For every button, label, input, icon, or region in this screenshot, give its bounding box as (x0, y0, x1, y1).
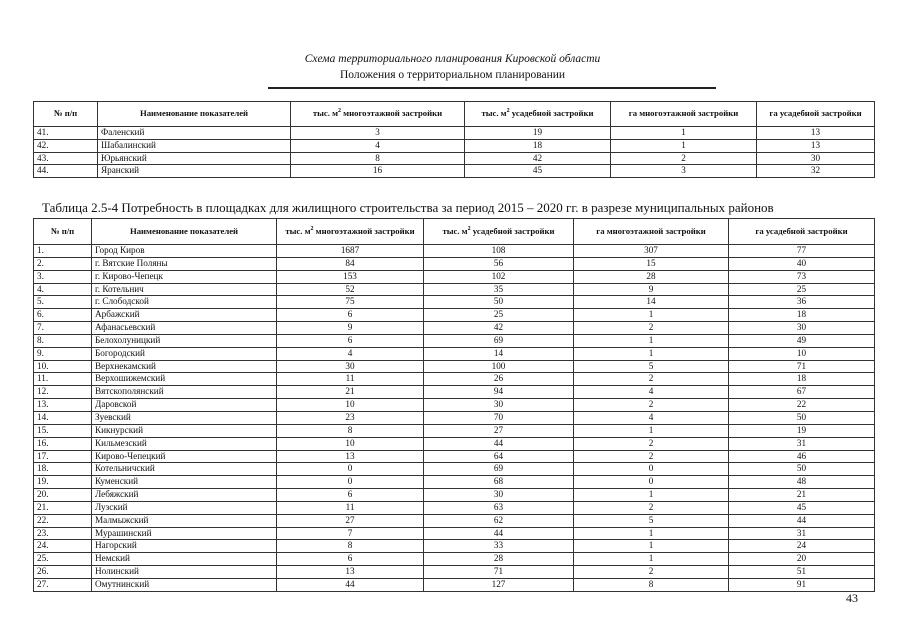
cell-multi-ha: 1 (574, 424, 729, 437)
housing-demand-table (33, 218, 875, 592)
cell-house-thousand: 45 (465, 165, 611, 178)
cell-multi-ha: 5 (574, 514, 729, 527)
cell-name: Омутнинский (92, 578, 277, 591)
cell-multi-thousand: 4 (277, 347, 424, 360)
cell-house-thousand: 68 (424, 476, 574, 489)
cell-num: 18. (34, 463, 92, 476)
table-row (34, 309, 875, 322)
cell-house-thousand: 44 (424, 437, 574, 450)
table-row (34, 578, 875, 591)
cell-house-thousand: 26 (424, 373, 574, 386)
cell-num: 4. (34, 283, 92, 296)
cell-house-ha: 40 (729, 257, 875, 270)
cell-num: 41. (34, 127, 98, 140)
cell-multi-thousand: 84 (277, 257, 424, 270)
table-row (34, 566, 875, 579)
cell-house-thousand: 71 (424, 566, 574, 579)
cell-name: Кирово-Чепецкий (92, 450, 277, 463)
cell-name: Мурашинский (92, 527, 277, 540)
cell-multi-thousand: 0 (277, 463, 424, 476)
cell-multi-thousand: 27 (277, 514, 424, 527)
cell-num: 44. (34, 165, 98, 178)
cell-house-ha: 44 (729, 514, 875, 527)
cell-num: 8. (34, 334, 92, 347)
table-caption: Таблица 2.5-4 Потребность в площадках для жилищного строительства за период 2015 – 2020 гг. в разрезе муниципальных районов (42, 200, 774, 215)
cell-multi-thousand: 13 (277, 450, 424, 463)
cell-name: Кикнурский (92, 424, 277, 437)
document-subtitle: Положения о территориальном планировании (339, 69, 566, 81)
cell-house-thousand: 33 (424, 540, 574, 553)
cell-house-ha: 13 (757, 127, 875, 140)
cell-multi-thousand: 44 (277, 578, 424, 591)
cell-multi-thousand: 10 (277, 437, 424, 450)
table-row (34, 270, 875, 283)
cell-name: г. Слободской (92, 296, 277, 309)
cell-num: 43. (34, 152, 98, 165)
cell-multi-thousand: 6 (277, 553, 424, 566)
cell-multi-ha: 1 (574, 334, 729, 347)
table-row (34, 245, 875, 258)
cell-house-ha: 36 (729, 296, 875, 309)
cell-house-thousand: 30 (424, 489, 574, 502)
col-header-num: № п/п (34, 102, 98, 127)
table-row (34, 257, 875, 270)
table-body (34, 127, 875, 178)
cell-house-thousand: 69 (424, 334, 574, 347)
cell-multi-ha: 307 (574, 245, 729, 258)
cell-name: Афанасьевский (92, 322, 277, 335)
col-header-house-thousand: тыс. $м^2$ усадебной застройки (465, 102, 611, 127)
cell-multi-thousand: 1687 (277, 245, 424, 258)
cell-house-thousand: 19 (465, 127, 611, 140)
table-row (34, 373, 875, 386)
cell-house-ha: 20 (729, 553, 875, 566)
cell-house-thousand: 62 (424, 514, 574, 527)
cell-house-ha: 50 (729, 463, 875, 476)
cell-multi-thousand: 7 (277, 527, 424, 540)
cell-name: Фаленский (98, 127, 291, 140)
cell-num: 26. (34, 566, 92, 579)
cell-num: 16. (34, 437, 92, 450)
table-row (34, 411, 875, 424)
cell-multi-ha: 9 (574, 283, 729, 296)
cell-house-ha: 71 (729, 360, 875, 373)
cell-house-thousand: 50 (424, 296, 574, 309)
cell-num: 42. (34, 139, 98, 152)
cell-multi-ha: 15 (574, 257, 729, 270)
cell-num: 10. (34, 360, 92, 373)
cell-house-ha: 46 (729, 450, 875, 463)
document-title: Схема территориального планирования Кировской области (304, 53, 601, 65)
table-row (34, 527, 875, 540)
cell-multi-ha: 0 (574, 463, 729, 476)
cell-house-ha: 13 (757, 139, 875, 152)
cell-multi-thousand: 23 (277, 411, 424, 424)
col-header-house-thousand: тыс. $м^2$ усадебной застройки (424, 219, 574, 245)
cell-multi-thousand: 10 (277, 399, 424, 412)
cell-house-thousand: 44 (424, 527, 574, 540)
cell-multi-ha: 1 (574, 527, 729, 540)
cell-num: 7. (34, 322, 92, 335)
table-row (34, 553, 875, 566)
cell-multi-thousand: 6 (277, 309, 424, 322)
cell-multi-ha: 1 (574, 489, 729, 502)
cell-name: Куменский (92, 476, 277, 489)
cell-name: Даровской (92, 399, 277, 412)
cell-multi-ha: 4 (574, 386, 729, 399)
cell-name: Город Киров (92, 245, 277, 258)
col-header-multi-ha: га многоэтажной застройки (574, 219, 729, 245)
table-row (34, 437, 875, 450)
cell-multi-ha: 1 (574, 309, 729, 322)
cell-num: 12. (34, 386, 92, 399)
cell-name: г. Кирово-Чепецк (92, 270, 277, 283)
cell-house-thousand: 42 (424, 322, 574, 335)
cell-name: Нолинский (92, 566, 277, 579)
cell-num: 1. (34, 245, 92, 258)
cell-house-ha: 48 (729, 476, 875, 489)
cell-name: г. Вятские Поляны (92, 257, 277, 270)
cell-multi-thousand: 9 (277, 322, 424, 335)
col-header-house-ha: га усадебной застройки (729, 219, 875, 245)
cell-house-thousand: 70 (424, 411, 574, 424)
table-continued (33, 101, 875, 178)
table-header-row (34, 102, 875, 127)
cell-name: г. Котельнич (92, 283, 277, 296)
cell-multi-ha: 2 (574, 373, 729, 386)
cell-multi-ha: 1 (574, 553, 729, 566)
cell-name: Арбажский (92, 309, 277, 322)
cell-multi-ha: 1 (574, 540, 729, 553)
cell-house-ha: 67 (729, 386, 875, 399)
cell-num: 20. (34, 489, 92, 502)
cell-multi-thousand: 11 (277, 501, 424, 514)
cell-house-ha: 18 (729, 309, 875, 322)
cell-num: 2. (34, 257, 92, 270)
cell-multi-ha: 4 (574, 411, 729, 424)
cell-multi-thousand: 0 (277, 476, 424, 489)
cell-name: Нагорский (92, 540, 277, 553)
cell-name: Верхошижемский (92, 373, 277, 386)
cell-num: 24. (34, 540, 92, 553)
col-header-name: Наименование показателей (92, 219, 277, 245)
table-row (34, 152, 875, 165)
table-row (34, 501, 875, 514)
cell-house-ha: 24 (729, 540, 875, 553)
cell-num: 19. (34, 476, 92, 489)
cell-name: Малмыжский (92, 514, 277, 527)
table-row (34, 514, 875, 527)
col-header-multi-thousand: тыс. $м^2$ многоэтажной застройки (291, 102, 465, 127)
cell-house-thousand: 35 (424, 283, 574, 296)
cell-multi-ha: 28 (574, 270, 729, 283)
cell-num: 21. (34, 501, 92, 514)
cell-multi-thousand: 153 (277, 270, 424, 283)
cell-multi-ha: 3 (611, 165, 757, 178)
table-row (34, 399, 875, 412)
cell-house-thousand: 63 (424, 501, 574, 514)
table-row (34, 322, 875, 335)
cell-multi-thousand: 75 (277, 296, 424, 309)
table-row (34, 463, 875, 476)
table-row (34, 540, 875, 553)
cell-house-thousand: 18 (465, 139, 611, 152)
cell-multi-thousand: 21 (277, 386, 424, 399)
cell-multi-thousand: 52 (277, 283, 424, 296)
cell-house-ha: 91 (729, 578, 875, 591)
cell-house-ha: 45 (729, 501, 875, 514)
table-row (34, 386, 875, 399)
col-header-multi-ha: га многоэтажной застройки (611, 102, 757, 127)
cell-multi-thousand: 4 (291, 139, 465, 152)
cell-house-ha: 73 (729, 270, 875, 283)
cell-num: 11. (34, 373, 92, 386)
table-row (34, 165, 875, 178)
cell-name: Верхнекамский (92, 360, 277, 373)
cell-num: 6. (34, 309, 92, 322)
table-row (34, 127, 875, 140)
cell-house-ha: 31 (729, 527, 875, 540)
table-body (34, 245, 875, 592)
cell-multi-ha: 2 (574, 322, 729, 335)
cell-house-ha: 30 (757, 152, 875, 165)
cell-num: 15. (34, 424, 92, 437)
cell-num: 17. (34, 450, 92, 463)
cell-num: 13. (34, 399, 92, 412)
cell-multi-thousand: 6 (277, 334, 424, 347)
cell-multi-thousand: 30 (277, 360, 424, 373)
cell-num: 9. (34, 347, 92, 360)
col-header-num: № п/п (34, 219, 92, 245)
cell-house-thousand: 69 (424, 463, 574, 476)
cell-house-thousand: 27 (424, 424, 574, 437)
cell-house-thousand: 102 (424, 270, 574, 283)
cell-house-thousand: 56 (424, 257, 574, 270)
cell-name: Яранский (98, 165, 291, 178)
cell-house-ha: 30 (729, 322, 875, 335)
cell-house-ha: 32 (757, 165, 875, 178)
cell-name: Белохолуницкий (92, 334, 277, 347)
cell-house-ha: 50 (729, 411, 875, 424)
cell-multi-thousand: 8 (291, 152, 465, 165)
cell-multi-ha: 2 (574, 437, 729, 450)
cell-multi-thousand: 6 (277, 489, 424, 502)
table-row (34, 476, 875, 489)
cell-num: 23. (34, 527, 92, 540)
cell-multi-thousand: 8 (277, 424, 424, 437)
table-row (34, 450, 875, 463)
col-header-multi-thousand: тыс. $м^2$ многоэтажной застройки (277, 219, 424, 245)
cell-multi-ha: 2 (574, 399, 729, 412)
cell-house-thousand: 94 (424, 386, 574, 399)
cell-multi-thousand: 16 (291, 165, 465, 178)
cell-house-thousand: 127 (424, 578, 574, 591)
cell-multi-ha: 2 (574, 501, 729, 514)
cell-house-ha: 10 (729, 347, 875, 360)
cell-house-thousand: 28 (424, 553, 574, 566)
cell-multi-thousand: 8 (277, 540, 424, 553)
table-row (34, 139, 875, 152)
cell-multi-thousand: 11 (277, 373, 424, 386)
cell-name: Вятскополянский (92, 386, 277, 399)
table-row (34, 360, 875, 373)
cell-num: 5. (34, 296, 92, 309)
cell-house-thousand: 30 (424, 399, 574, 412)
cell-house-ha: 19 (729, 424, 875, 437)
cell-num: 14. (34, 411, 92, 424)
cell-house-thousand: 25 (424, 309, 574, 322)
cell-house-ha: 31 (729, 437, 875, 450)
cell-house-ha: 21 (729, 489, 875, 502)
cell-name: Шабалинский (98, 139, 291, 152)
page-number: 43 (846, 591, 858, 605)
cell-name: Немский (92, 553, 277, 566)
table-row (34, 489, 875, 502)
cell-name: Лузский (92, 501, 277, 514)
col-header-name: Наименование показателей (98, 102, 291, 127)
cell-multi-ha: 1 (611, 127, 757, 140)
cell-num: 3. (34, 270, 92, 283)
cell-name: Лебяжский (92, 489, 277, 502)
cell-name: Котельничский (92, 463, 277, 476)
cell-multi-ha: 2 (574, 450, 729, 463)
table-row (34, 334, 875, 347)
cell-multi-thousand: 13 (277, 566, 424, 579)
table-header-row (34, 219, 875, 245)
cell-house-thousand: 42 (465, 152, 611, 165)
cell-house-ha: 25 (729, 283, 875, 296)
table-row (34, 347, 875, 360)
cell-name: Богородский (92, 347, 277, 360)
cell-house-thousand: 108 (424, 245, 574, 258)
cell-multi-ha: 2 (611, 152, 757, 165)
cell-house-thousand: 14 (424, 347, 574, 360)
cell-name: Кильмезский (92, 437, 277, 450)
cell-multi-ha: 8 (574, 578, 729, 591)
cell-name: Юрьянский (98, 152, 291, 165)
cell-multi-ha: 1 (611, 139, 757, 152)
col-header-house-ha: га усадебной застройки (757, 102, 875, 127)
cell-house-ha: 18 (729, 373, 875, 386)
cell-house-ha: 77 (729, 245, 875, 258)
cell-house-thousand: 100 (424, 360, 574, 373)
cell-multi-ha: 2 (574, 566, 729, 579)
cell-house-ha: 51 (729, 566, 875, 579)
cell-house-thousand: 64 (424, 450, 574, 463)
cell-house-ha: 22 (729, 399, 875, 412)
cell-num: 27. (34, 578, 92, 591)
header-rule (268, 87, 716, 89)
cell-house-ha: 49 (729, 334, 875, 347)
cell-multi-ha: 1 (574, 347, 729, 360)
table-row (34, 283, 875, 296)
cell-multi-thousand: 3 (291, 127, 465, 140)
cell-name: Зуевский (92, 411, 277, 424)
cell-num: 25. (34, 553, 92, 566)
table-row (34, 424, 875, 437)
cell-num: 22. (34, 514, 92, 527)
cell-multi-ha: 5 (574, 360, 729, 373)
table-row (34, 296, 875, 309)
cell-multi-ha: 0 (574, 476, 729, 489)
cell-multi-ha: 14 (574, 296, 729, 309)
